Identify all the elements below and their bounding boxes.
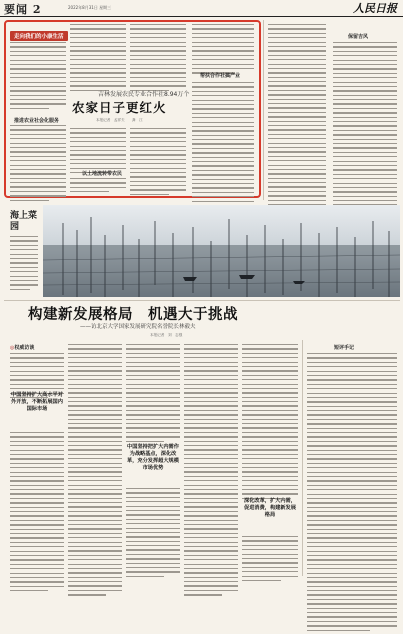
section-name: 要闻 2 bbox=[4, 3, 42, 16]
newspaper-logo: 人民日报 bbox=[353, 2, 397, 15]
section-label-interview: ◎权威访谈 bbox=[10, 345, 35, 351]
right-text-col-1 bbox=[268, 24, 326, 235]
bottom-text-col-2 bbox=[68, 344, 122, 599]
photo-caption-text bbox=[10, 236, 38, 293]
feature-text-col-1 bbox=[10, 42, 66, 112]
main-headline-credit: 本报记者 刘 志强 bbox=[150, 333, 183, 337]
bottom-text-col-5 bbox=[242, 344, 298, 502]
bottom-column-rule bbox=[302, 340, 303, 576]
bottom-text-col-3b bbox=[126, 488, 180, 580]
bottom-text-col-4 bbox=[184, 344, 238, 599]
main-headline[interactable]: 构建新发展格局 机遇大于挑战 bbox=[28, 307, 238, 323]
pull-quote-1: 中国坚持扩大高水平对外开放，不断拓展国内国际市场 bbox=[11, 392, 63, 412]
pull-quote-2: 中国坚持把扩大内需作为战略基点，深化改革，充分发挥超大规模市场优势 bbox=[127, 444, 179, 471]
feature-subhead-mid: 以土地流转带农民 bbox=[82, 171, 123, 177]
feature-text-col-4b bbox=[192, 82, 254, 209]
feature-text-col-3b bbox=[130, 128, 186, 198]
bottom-right-text bbox=[307, 353, 397, 634]
issue-date: 2022年8月31日 星期三 bbox=[68, 5, 112, 10]
feature-text-col-2c bbox=[70, 178, 126, 196]
feature-text-col-4 bbox=[192, 24, 254, 77]
feature-banner: 走向我们的小康生活 bbox=[10, 31, 68, 41]
section-label-note: 短评手记 bbox=[334, 345, 355, 351]
right-column-title: 保留吉风 bbox=[348, 34, 369, 40]
feature-title[interactable]: 农家日子更红火 bbox=[72, 100, 167, 115]
feature-text-col-3 bbox=[130, 24, 186, 94]
bottom-text-col-5b bbox=[242, 536, 298, 584]
bottom-text-col-1b bbox=[10, 432, 64, 594]
feature-subhead-right: 帮扶合作社搞产业 bbox=[200, 73, 241, 79]
main-headline-subtitle: ——访北京大学国家发展研究院名誉院长林毅夫 bbox=[80, 324, 196, 330]
pull-quote-3: 深化改革，扩大内需，促进消费，构建新发展格局 bbox=[244, 498, 296, 518]
feature-text-col-1b bbox=[10, 125, 66, 204]
bottom-text-col-3 bbox=[126, 344, 180, 445]
feature-byline: 本报记者 孟祥夫 龚 江 bbox=[96, 118, 143, 122]
column-rule bbox=[263, 20, 264, 200]
sea-farm-image bbox=[43, 205, 400, 297]
photo-caption-title: 海上菜园 bbox=[10, 211, 38, 232]
feature-subtitle: 吉林发展农民专业合作社8.94万个 bbox=[98, 91, 190, 98]
masthead bbox=[0, 0, 403, 17]
seaside-farm-photo bbox=[43, 205, 400, 297]
feature-subhead-left: 推进农业社会化服务 bbox=[14, 118, 60, 124]
headline-rule bbox=[4, 300, 400, 301]
feature-text-col-2 bbox=[70, 24, 126, 94]
